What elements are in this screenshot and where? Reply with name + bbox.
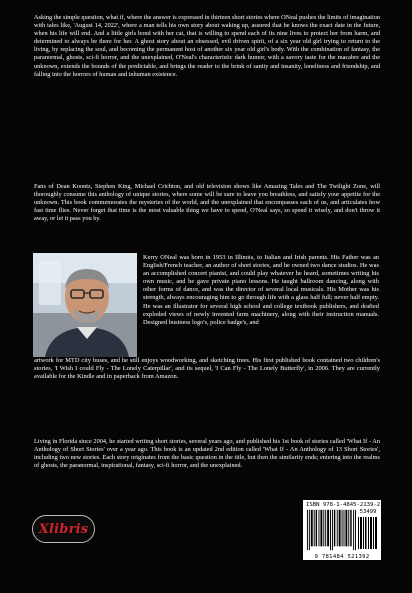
ean-digits: 9 781484 521392 [314, 554, 370, 560]
price-code: 53499 [359, 509, 377, 515]
florida-paragraph: Living in Florida since 2004, he started writing short stories, several years ago, and published his 1st book of stories called 'What If - An Anthology of Short Stories' over a year ago. This book is an updated 2nd edition called 'What If - An Anthology of 13 Short Stories', including two new stories. Each story originates from the basic question in the title, but then the similarity ends; entering into the realms of ghosts, the paranormal, inspirational, fantasy, sci-fi horror, and the unexplained. [34, 438, 380, 470]
publisher-logo [32, 515, 95, 543]
price-barcode-icon [358, 515, 378, 549]
author-photo [33, 253, 137, 357]
ean-barcode-icon [306, 509, 356, 551]
fans-paragraph: Fans of Dean Koontz, Stephen King, Michael Crichton, and old television shows like Amazing Tales and The Twilight Zone, will thoroughly consume this anthology of unique stories, where some will be sure to leave you breathless, and satisfy your appetite for the unknown. This book commemorates the mysteries of the world, and the unexplained that encompasses each of us, and articulates how fast time flies. Never forget that time is the most valuable thing we have to spend, O'Neal says, so spend it wisely, and don't throw it away, or let it pass you by. [34, 183, 380, 223]
author-bio-paragraph: Kerry ONeal was born in 1953 in Illinois, to Italian and Irish parents. His Father was an English/French teacher, an author of short stories, and he owned two dance studios. He was an accomplished concert pianist, and could play whatever he heard, sometimes writing his own music, and he gave private piano lessons. He taught ballroom dancing, along with other forms of dance, and was the director of several local musicals. His Mother was his strength, always encouraging him to go through life with a glass half full; never half empty. He was an illustrator for several high school and college textbook publishers, and drafted exploded views of newly invented farm machinery, along with their instruction manuals. Designed business logo's, police badge's, and [143, 254, 379, 326]
isbn-label: ISBN 978-1-4845-2139-2 [306, 502, 381, 508]
publisher-logo-text: Xlibris [38, 521, 89, 537]
barcode-box [303, 500, 381, 560]
synopsis-paragraph: Asking the simple question, what if, where the answer is expressed in thirteen short stories where ONeal pushes the limits of imagination with tales like, 'August 14, 2022', where a man tells his own story about waking up, assured that he knows the exact date in the future, when his life will end. And a little girls bond with her cat, that is willing to spend each of its nine lives to protect her from harm, and determined to always be there for her. A ghost story about an obsessed, evil driven spirit, of a six year old girl trying to return to the living, by replacing the soul, and becoming the permanent host of another six year old girl's body. With the combination of fantasy, the paranormal, ghosts, sci-fi horror, and the unexplained, O'Neal's characteristic dark humor, with a savory taste for the macabre and the unknown, extends the bounds of the predictable, and brings the reader to the brink of sanity and insanity, loneliness and friendship, and falling into the horrors of human and inhuman existence. [34, 14, 380, 78]
price-code-block [358, 509, 378, 554]
author-bio-continued: artwork for MTD city buses, and he still enjoys woodworking, and sketching trees. His first published book contained two children's stories, 'I Wish I could Fly - The Lonely Caterpillar', and its sequel, 'I Can Fly - The Lonely Butterfly', in 2006. They are currently available for the Kindle and in paperback from Amazon. [34, 357, 380, 381]
author-portrait-icon [33, 253, 137, 357]
barcode-bars-row [306, 509, 378, 554]
